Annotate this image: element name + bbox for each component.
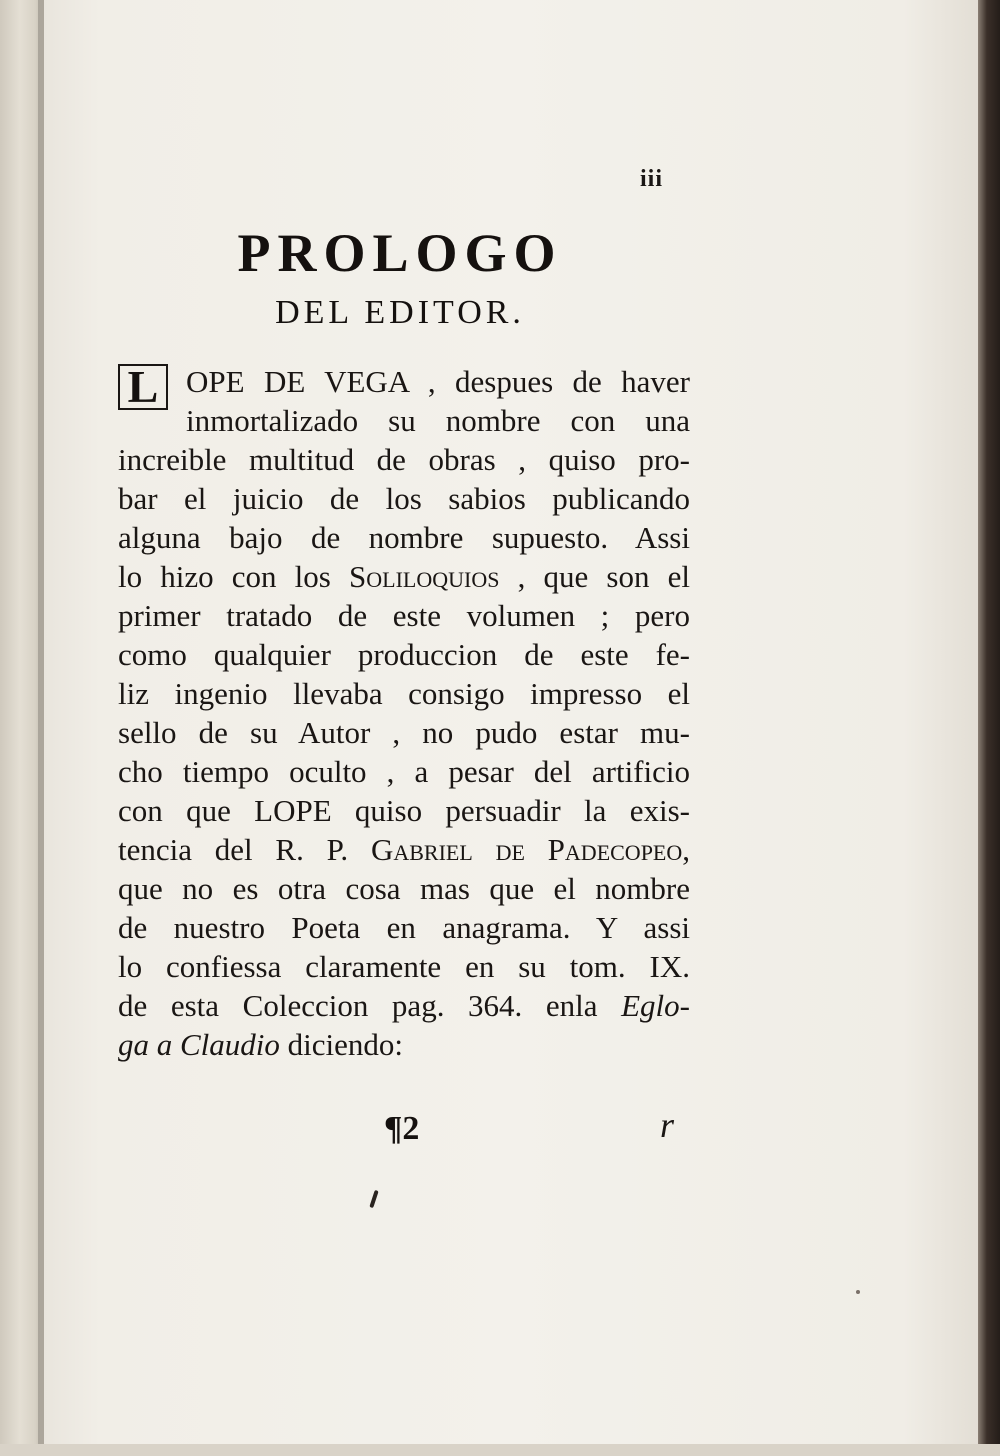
text-line [118,635,690,674]
drop-cap-letter: L [127,361,159,412]
page-number: iii [640,166,664,192]
text-line [118,791,690,830]
text-segment: lo confiessa claramente en su tom. IX. [118,949,690,984]
text-segment: ga a Claudio [118,1027,280,1062]
text-segment: bar el juicio de los sabios publicando [118,481,690,516]
text-line [118,869,690,908]
text-line [118,674,690,713]
text-segment: increible multitud de obras , quiso pro- [118,442,690,477]
text-segment: OPE DE VEGA [186,364,409,399]
text-segment: alguna bajo de nombre supuesto. Assi [118,520,690,555]
text-line [118,713,690,752]
title-wrap [200,222,600,284]
page-bottom-edge [0,1444,1000,1456]
text-line [118,596,690,635]
text-segment: Eglo- [621,988,690,1023]
text-segment: , [682,832,691,867]
page-title: PROLOGO [237,223,563,283]
text-line [118,479,690,518]
text-segment: sello de su Autor , no pudo estar mu- [118,715,690,750]
catchword: r [660,1105,675,1145]
signature-mark: ¶2 [384,1110,420,1147]
text-segment: de nuestro Poeta en anagrama. Y assi [118,910,690,945]
text-segment: lo hizo con los [118,559,350,594]
text-segment: primer tratado de este volumen ; pero [118,598,690,633]
text-segment: Soliloquios [349,559,500,594]
text-line [118,557,690,596]
text-segment: con que LOPE quiso persuadir la exis- [118,793,690,828]
text-line [118,986,690,1025]
body-text [118,362,690,1064]
text-segment: cho tiempo oculto , a pesar del artificio [118,754,690,789]
text-line [118,1025,690,1064]
text-line [118,440,690,479]
text-line [118,752,690,791]
book-cover-edge [978,0,1000,1456]
text-segment: de esta Coleccion pag. 364. enla [118,988,622,1023]
text-line [118,401,690,440]
text-segment: inmortalizado su nombre con una [186,403,690,438]
text-segment: liz ingenio llevaba consigo impresso el [118,676,690,711]
text-segment: , despues de haver [408,364,691,399]
paper-speck [856,1290,860,1294]
text-line [118,947,690,986]
text-segment: como qualquier produccion de este fe- [118,637,690,672]
text-line [118,518,690,557]
text-line [118,362,690,401]
text-line [118,908,690,947]
text-segment: diciendo: [279,1027,404,1062]
text-segment: Gabriel de Padecopeo [370,832,683,867]
text-line [118,830,690,869]
text-segment: que no es otra cosa mas que el nombre [118,871,690,906]
text-segment: , que son el [499,559,690,594]
page-subtitle: DEL EDITOR. [275,294,525,331]
text-segment: tencia del R. P. [118,832,371,867]
